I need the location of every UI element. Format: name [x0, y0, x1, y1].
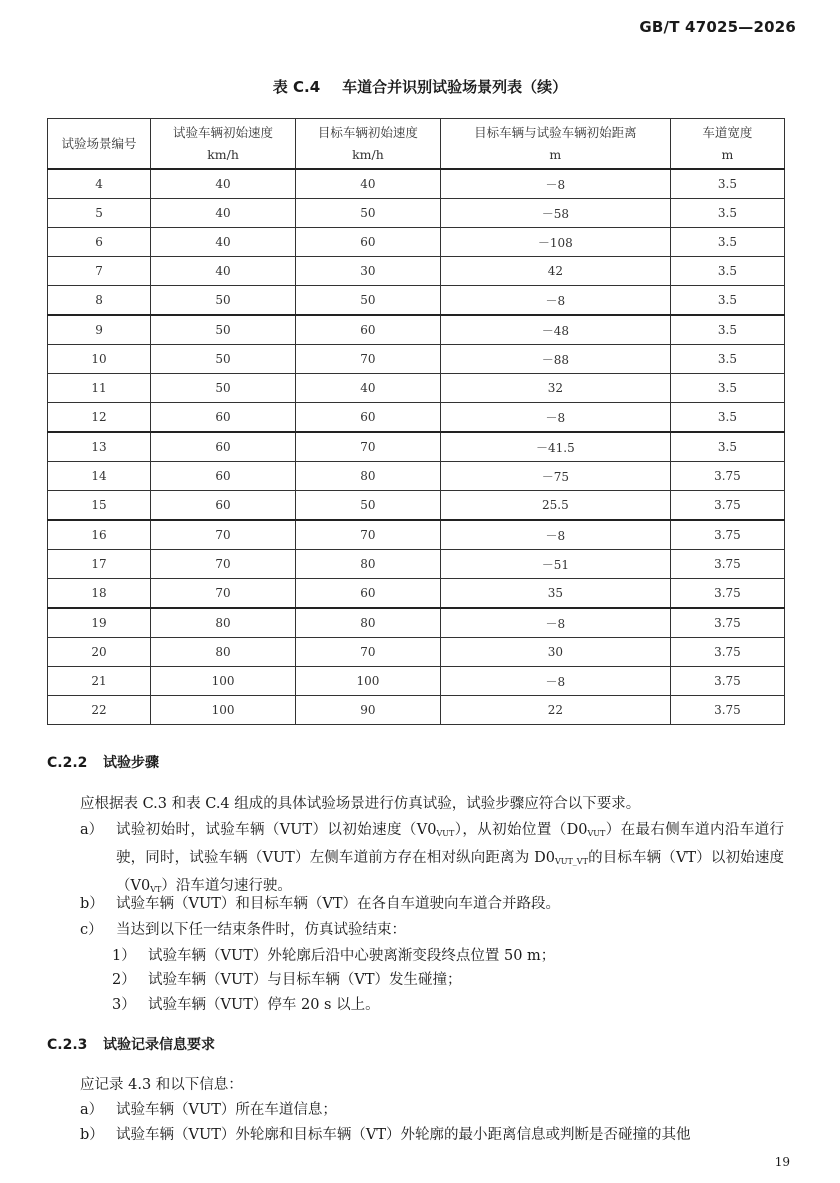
- table-cell: 60: [151, 432, 296, 462]
- table-cell: －41.5: [440, 432, 670, 462]
- table-cell: 3.5: [670, 403, 784, 433]
- section-c22-heading: C.2.2 试验步骤: [47, 755, 159, 771]
- table-cell: 80: [151, 638, 296, 667]
- table-cell: 70: [151, 520, 296, 550]
- table-cell: 8: [48, 286, 151, 316]
- scenario-table: [47, 118, 785, 725]
- table-row: [48, 520, 785, 550]
- table-cell: 22: [440, 696, 670, 725]
- table-cell: 42: [440, 257, 670, 286]
- table-number: 表 C.4: [272, 78, 321, 96]
- table-row: [48, 345, 785, 374]
- table-cell: 3.75: [670, 638, 784, 667]
- table-row: [48, 432, 785, 462]
- table-cell: 3.75: [670, 696, 784, 725]
- end-condition-2: 2） 试验车辆（VUT）与目标车辆（VT）发生碰撞；: [112, 972, 462, 988]
- table-cell: 100: [296, 667, 441, 696]
- table-cell: 80: [296, 550, 441, 579]
- table-cell: －75: [440, 462, 670, 491]
- table-cell: 50: [296, 199, 441, 228]
- table-cell: 6: [48, 228, 151, 257]
- step-a: a） 试验初始时，试验车辆（VUT）以初始速度$(V0_{VUT})$，从初始位置$(D0_{VUT})$在最右侧车道内沿车道行驶，同时，试验车辆（VUT）左侧车道前方存在相对纵向距离为 $D0_{VUT\_VT}$的目标车辆（VT）以初始速度$(V0_{VT})$沿车道匀速行驶。: [80, 818, 784, 902]
- table-cell: 3.75: [670, 520, 784, 550]
- table-row: [48, 199, 785, 228]
- table-cell: 32: [440, 374, 670, 403]
- table-row: [48, 403, 785, 433]
- table-row: [48, 286, 785, 316]
- table-cell: 3.75: [670, 667, 784, 696]
- table-cell: 60: [296, 315, 441, 345]
- table-cell: 11: [48, 374, 151, 403]
- table-cell: 70: [151, 579, 296, 609]
- table-cell: 100: [151, 696, 296, 725]
- table-cell: 40: [151, 169, 296, 199]
- record-item-a: a） 试验车辆（VUT）所在车道信息；: [80, 1102, 337, 1118]
- table-title: [0, 76, 840, 97]
- table-cell: 70: [296, 638, 441, 667]
- table-row: [48, 608, 785, 638]
- table-cell: 4: [48, 169, 151, 199]
- table-row: [48, 169, 785, 199]
- table-cell: 90: [296, 696, 441, 725]
- table-cell: 3.5: [670, 286, 784, 316]
- table-cell: 60: [151, 403, 296, 433]
- table-cell: 60: [296, 579, 441, 609]
- table-cell: 70: [151, 550, 296, 579]
- table-cell: 70: [296, 432, 441, 462]
- table-cell: 3.5: [670, 315, 784, 345]
- table-cell: 10: [48, 345, 151, 374]
- table-cell: 60: [151, 462, 296, 491]
- table-row: [48, 696, 785, 725]
- step-b: b） 试验车辆（VUT）和目标车辆（VT）在各自车道驶向车道合并路段。: [80, 896, 561, 912]
- table-cell: 3.5: [670, 228, 784, 257]
- table-cell: －58: [440, 199, 670, 228]
- table-cell: 3.5: [670, 374, 784, 403]
- table-cell: 3.75: [670, 462, 784, 491]
- table-cell: 3.5: [670, 345, 784, 374]
- table-cell: 35: [440, 579, 670, 609]
- table-cell: 7: [48, 257, 151, 286]
- table-cell: －8: [440, 608, 670, 638]
- table-row: [48, 462, 785, 491]
- table-cell: －8: [440, 403, 670, 433]
- page-number: 19: [774, 1155, 790, 1169]
- table-cell: －8: [440, 520, 670, 550]
- table-cell: 15: [48, 491, 151, 521]
- table-cell: 60: [151, 491, 296, 521]
- table-cell: －8: [440, 667, 670, 696]
- table-row: [48, 550, 785, 579]
- table-row: [48, 257, 785, 286]
- table-cell: 3.5: [670, 169, 784, 199]
- table-cell: －48: [440, 315, 670, 345]
- table-cell: 13: [48, 432, 151, 462]
- header-scenario-id: 试验场景编号: [48, 119, 151, 170]
- table-cell: 80: [296, 608, 441, 638]
- table-cell: 16: [48, 520, 151, 550]
- header-lane-width: 车道宽度 m: [670, 119, 784, 170]
- table-cell: 12: [48, 403, 151, 433]
- record-item-b: b） 试验车辆（VUT）外轮廓和目标车辆（VT）外轮廓的最小距离信息或判断是否碰撞的其他: [80, 1127, 691, 1143]
- table-row: [48, 491, 785, 521]
- header-vut-speed: 试验车辆初始速度 km/h: [151, 119, 296, 170]
- table-caption: 车道合并识别试验场景列表（续）: [342, 78, 568, 96]
- table-cell: 50: [151, 345, 296, 374]
- table-row: [48, 667, 785, 696]
- standard-code: GB/T 47025—2026: [639, 18, 796, 36]
- end-condition-1: 1） 试验车辆（VUT）外轮廓后沿中心驶离渐变段终点位置 50 m；: [112, 948, 556, 964]
- table-cell: 50: [151, 315, 296, 345]
- section-c23-intro: 应记录 4.3 和以下信息：: [80, 1077, 243, 1093]
- table-header-row: [48, 119, 785, 170]
- table-cell: 3.5: [670, 199, 784, 228]
- table-row: [48, 374, 785, 403]
- table-cell: 5: [48, 199, 151, 228]
- table-cell: 25.5: [440, 491, 670, 521]
- step-c: c） 当达到以下任一结束条件时，仿真试验结束：: [80, 922, 406, 938]
- table-cell: 50: [296, 286, 441, 316]
- table-cell: 40: [151, 228, 296, 257]
- table-row: [48, 228, 785, 257]
- header-vt-speed: 目标车辆初始速度 km/h: [296, 119, 441, 170]
- table-cell: 17: [48, 550, 151, 579]
- table-cell: 18: [48, 579, 151, 609]
- section-c22-intro: 应根据表 C.3 和表 C.4 组成的具体试验场景进行仿真试验，试验步骤应符合以下要求。: [80, 796, 641, 812]
- table-cell: 80: [151, 608, 296, 638]
- table-cell: 40: [296, 169, 441, 199]
- table-cell: 3.75: [670, 579, 784, 609]
- header-initial-distance: 目标车辆与试验车辆初始距离 m: [440, 119, 670, 170]
- table-cell: －51: [440, 550, 670, 579]
- table-cell: 3.5: [670, 257, 784, 286]
- table-cell: 30: [296, 257, 441, 286]
- table-cell: 40: [296, 374, 441, 403]
- table-cell: 22: [48, 696, 151, 725]
- section-c23-heading: C.2.3 试验记录信息要求: [47, 1037, 215, 1053]
- table-cell: 50: [296, 491, 441, 521]
- table-cell: 60: [296, 228, 441, 257]
- table-cell: 30: [440, 638, 670, 667]
- table-cell: 80: [296, 462, 441, 491]
- table-cell: 70: [296, 345, 441, 374]
- table-cell: 19: [48, 608, 151, 638]
- step-a-text: 试验初始时，试验车辆（VUT）以初始速度$(V0_{VUT})$，从初始位置$(D0_{VUT})$在最右侧车道内沿车道行驶，同时，试验车辆（VUT）左侧车道前方存在相对纵向距离为 $D0_{VUT\_VT}$的目标车辆（VT）以初始速度$(V0_{VT})$沿车道匀速行驶。: [116, 822, 785, 894]
- table-cell: 3.5: [670, 432, 784, 462]
- table-cell: 100: [151, 667, 296, 696]
- table-row: [48, 638, 785, 667]
- table-cell: 9: [48, 315, 151, 345]
- table-cell: －8: [440, 286, 670, 316]
- table-cell: －8: [440, 169, 670, 199]
- table-cell: 21: [48, 667, 151, 696]
- table-row: [48, 315, 785, 345]
- table-cell: 50: [151, 374, 296, 403]
- table-cell: 3.75: [670, 550, 784, 579]
- table-cell: －88: [440, 345, 670, 374]
- table-cell: 70: [296, 520, 441, 550]
- table-cell: 3.75: [670, 608, 784, 638]
- table-cell: 50: [151, 286, 296, 316]
- table-cell: 40: [151, 257, 296, 286]
- table-cell: －108: [440, 228, 670, 257]
- table-cell: 60: [296, 403, 441, 433]
- table-cell: 3.75: [670, 491, 784, 521]
- table-cell: 14: [48, 462, 151, 491]
- end-condition-3: 3） 试验车辆（VUT）停车 20 s 以上。: [112, 997, 380, 1013]
- table-cell: 20: [48, 638, 151, 667]
- table-cell: 40: [151, 199, 296, 228]
- table-row: [48, 579, 785, 609]
